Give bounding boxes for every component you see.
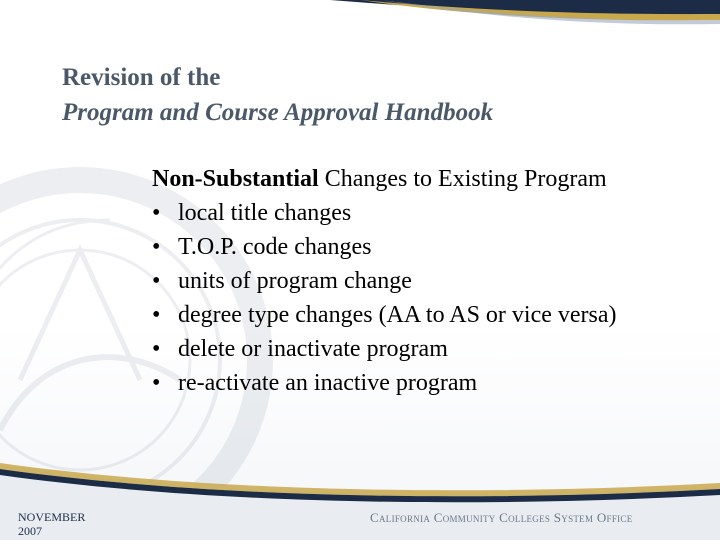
list-item bbox=[152, 298, 617, 332]
bullet-icon: • bbox=[152, 370, 161, 396]
list-item bbox=[152, 332, 617, 366]
title-line-2: Program and Course Approval Handbook bbox=[62, 99, 494, 126]
footer-organization: California Community Colleges System Office bbox=[370, 510, 633, 525]
list-item-text: units of program change bbox=[178, 268, 412, 294]
list-item-text: re-activate an inactive program bbox=[178, 370, 478, 396]
bullet-icon: • bbox=[152, 336, 161, 362]
list-item bbox=[152, 230, 617, 264]
bullet-icon: • bbox=[152, 234, 161, 260]
list-item-text: degree type changes (AA to AS or vice versa) bbox=[178, 302, 617, 328]
list-item bbox=[152, 196, 617, 230]
list-item bbox=[152, 366, 617, 400]
heading-bold-text: Non-Substantial bbox=[152, 166, 319, 192]
list-item-text: T.O.P. code changes bbox=[178, 234, 372, 260]
bottom-swoosh-banner bbox=[0, 455, 720, 540]
title-line-1: Revision of the bbox=[62, 64, 221, 91]
bullet-icon: • bbox=[152, 302, 161, 328]
slide-title bbox=[62, 60, 493, 130]
footer-date bbox=[18, 510, 85, 538]
top-swoosh-banner bbox=[0, 0, 720, 40]
list-item-text: local title changes bbox=[178, 200, 352, 226]
list-item bbox=[152, 264, 617, 298]
footer-month: NOVEMBER bbox=[18, 510, 86, 524]
slide-body bbox=[152, 162, 617, 400]
list-item-text: delete or inactivate program bbox=[178, 336, 448, 362]
heading-rest-text: Changes to Existing Program bbox=[318, 166, 607, 192]
bullet-icon: • bbox=[152, 268, 161, 294]
content-heading bbox=[152, 162, 617, 196]
footer-year: 2007 bbox=[18, 524, 42, 538]
change-list bbox=[152, 196, 617, 400]
bullet-icon: • bbox=[152, 200, 161, 226]
